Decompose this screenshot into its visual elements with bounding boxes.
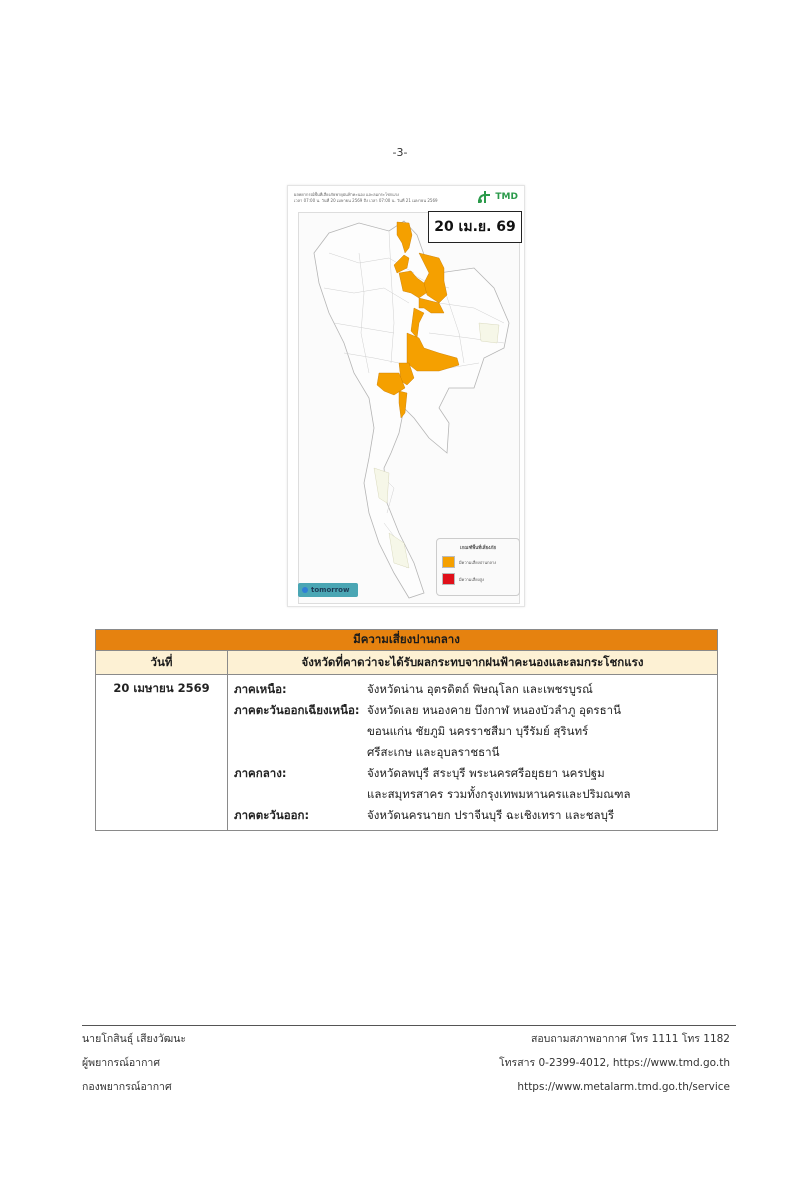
tmd-logo: [476, 189, 518, 205]
province-line: จังหวัดน่าน อุตรดิตถ์ พิษณุโลก และเพชรบูรณ์: [367, 682, 593, 696]
column-header-provinces: จังหวัดที่คาดว่าจะได้รับผลกระทบจากฝนฟ้าคะนองและลมกระโชกแรง: [228, 651, 718, 675]
contact-service-link[interactable]: https://www.metalarm.tmd.go.th/service: [517, 1081, 730, 1093]
legend-title: เกณฑ์พื้นที่เสี่ยงภัย: [460, 546, 496, 551]
tomorrow-logo-icon: [302, 587, 308, 593]
legend-item-high: [442, 573, 519, 585]
region-north: [234, 679, 717, 700]
map-caption-line1: ผลพยากรณ์พื้นที่เสี่ยงภัยพายุฝนฟ้าคะนอง และลมกระโชกแรง: [294, 192, 399, 197]
map-date-label: 20 เม.ย. 69: [428, 211, 522, 243]
region-label: ภาคตะวันออกเฉียงเหนือ:: [234, 703, 360, 717]
date-cell: 20 เมษายน 2569: [96, 675, 228, 831]
contact-fax-website[interactable]: โทรสาร 0-2399-4012, https://www.tmd.go.th: [499, 1057, 730, 1069]
region-east: [234, 805, 717, 826]
risk-table-title-row: [96, 630, 718, 651]
region-northeast: [234, 700, 717, 763]
contact-phone: สอบถามสภาพอากาศ โทร 1111 โทร 1182: [530, 1033, 730, 1045]
province-line: ขอนแก่น ชัยภูมิ นครราชสีมา บุรีรัมย์ สุรินทร์: [367, 724, 589, 738]
legend-item-moderate: [442, 556, 519, 568]
tomorrow-logo: [298, 583, 358, 597]
province-line: และสมุทรสาคร รวมทั้งกรุงเทพมหานครและปริมณฑล: [367, 787, 631, 801]
provinces-cell: [228, 675, 718, 831]
region-label: ภาคตะวันออก:: [234, 808, 310, 822]
forecaster-division: กองพยากรณ์อากาศ: [82, 1081, 172, 1093]
table-row: [96, 675, 718, 831]
tmd-logo-icon: [476, 189, 492, 205]
region-label: ภาคกลาง:: [234, 766, 287, 780]
high-risk-swatch-icon: [442, 573, 455, 585]
region-label: ภาคเหนือ:: [234, 682, 287, 696]
map-caption-line2: เวลา 07:00 น. วันที่ 20 เมษายน 2569 ถึง เวลา 07:00 น. วันที่ 21 เมษายน 2569: [294, 198, 438, 203]
province-line: จังหวัดเลย หนองคาย บึงกาฬ หนองบัวลำภู อุดรธานี: [367, 703, 621, 717]
forecaster-title: ผู้พยากรณ์อากาศ: [82, 1057, 160, 1069]
footer-signature: [82, 1031, 186, 1103]
map-caption: [294, 192, 464, 204]
moderate-risk-swatch-icon: [442, 556, 455, 568]
risk-table-header-row: [96, 651, 718, 675]
tmd-logo-text: TMD: [495, 192, 518, 202]
risk-table: [95, 629, 718, 831]
tomorrow-logo-text: tomorrow: [311, 586, 350, 594]
footer-contact: [499, 1031, 730, 1103]
column-header-date: วันที่: [96, 651, 228, 675]
page-number: -3-: [392, 146, 408, 159]
footer-divider: [82, 1025, 736, 1026]
region-central: [234, 763, 717, 805]
map-legend: [436, 538, 520, 596]
province-line: ศรีสะเกษ และอุบลราชธานี: [367, 745, 500, 759]
forecaster-name: นายโกสินธุ์ เสียงวัฒนะ: [82, 1033, 187, 1045]
risk-map-figure: [287, 185, 525, 607]
province-line: จังหวัดลพบุรี สระบุรี พระนครศรีอยุธยา นครปฐม: [367, 766, 605, 780]
risk-table-title: มีความเสี่ยงปานกลาง: [96, 630, 718, 651]
legend-label: มีความเสี่ยงปานกลาง: [459, 559, 497, 565]
legend-label: มีความเสี่ยงสูง: [459, 576, 484, 582]
province-line: จังหวัดนครนายก ปราจีนบุรี ฉะเชิงเทรา และชลบุรี: [367, 808, 615, 822]
